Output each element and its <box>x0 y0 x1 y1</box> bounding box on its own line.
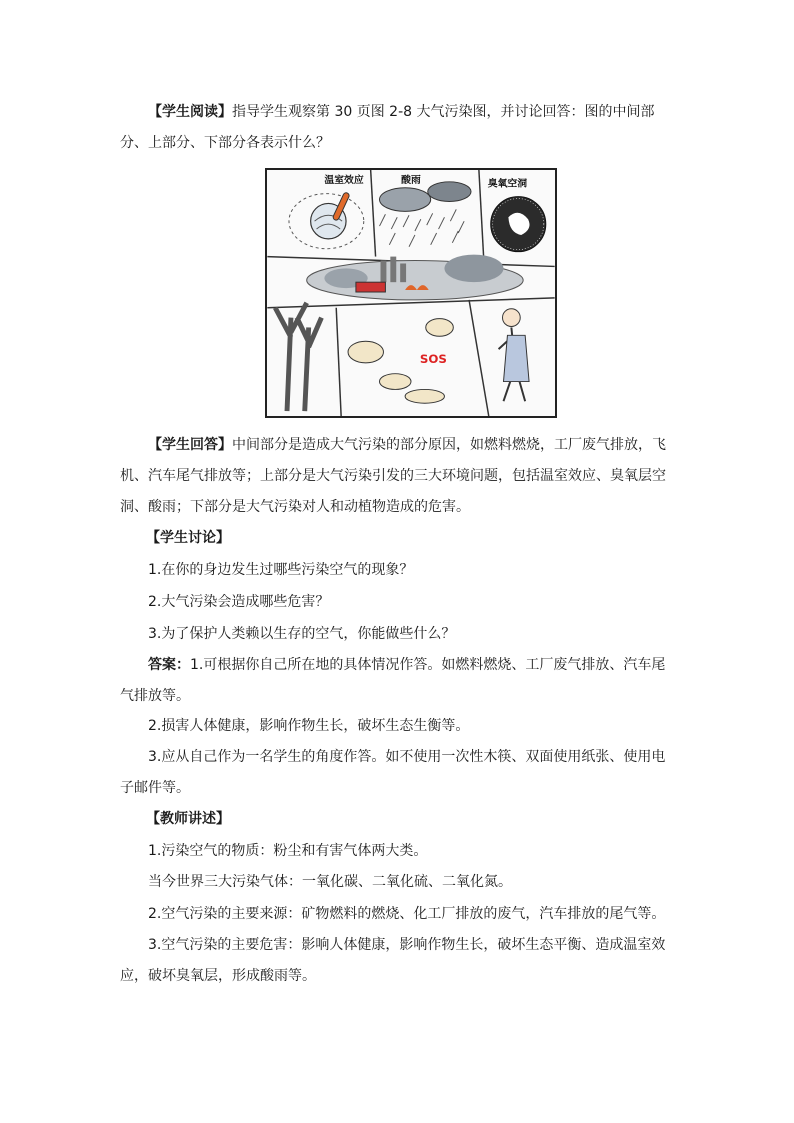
answer-paragraph <box>120 430 676 523</box>
discussion-question: 3.为了保护人类赖以生存的空气，你能做些什么？ <box>148 626 456 642</box>
intro-paragraph <box>120 97 676 159</box>
panel-divider <box>371 170 376 257</box>
dead-trees-icon <box>275 303 321 411</box>
teacher-line: 当今世界三大污染气体：一氧化碳、二氧化硫、二氧化氮。 <box>148 874 512 890</box>
discussion-answer-3: 3.应从自己作为一名学生的角度作答。如不使用一次性木筷、双面使用纸张、使用电子邮件等。 <box>120 749 666 796</box>
label-acid-rain: 酸雨 <box>401 174 421 186</box>
air-pollution-figure <box>265 168 557 418</box>
teacher-line: 3.空气污染的主要危害：影响人体健康，影响作物生长，破坏生态平衡、造成温室效应，破坏臭氧层，形成酸雨等。 <box>120 937 666 984</box>
discussion-heading: 【学生讨论】 <box>146 530 230 546</box>
discussion-answer-2: 2.损害人体健康，影响作物生长，破坏生态生衡等。 <box>148 718 470 734</box>
panel-divider <box>479 170 484 261</box>
panel-divider <box>469 300 489 416</box>
pollution-sources-icon <box>307 255 523 300</box>
acid-rain-icon <box>380 182 472 247</box>
teacher-line: 1.污染空气的物质：粉尘和有害气体两大类。 <box>148 843 428 859</box>
label-greenhouse: 温室效应 <box>324 174 364 186</box>
teacher-heading: 【教师讲述】 <box>146 811 230 827</box>
air-pollution-illustration <box>267 170 555 416</box>
intro-label: 【学生阅读】 <box>148 104 232 120</box>
discussion-question: 2.大气污染会造成哪些危害？ <box>148 594 330 610</box>
discussion-answer-1: 答案：1.可根据你自己所在地的具体情况作答。如燃料燃烧、工厂废气排放、汽车尾气排放等。 <box>120 657 666 704</box>
label-sos: SOS <box>419 351 447 366</box>
answer-prefix: 答案： <box>148 657 190 673</box>
ozone-hole-icon <box>491 197 546 252</box>
coughing-person-icon <box>499 309 530 401</box>
answer-label: 【学生回答】 <box>148 437 232 453</box>
discussion-question: 1.在你的身边发生过哪些污染空气的现象？ <box>148 562 414 578</box>
answer-text: 中间部分是造成大气污染的部分原因，如燃料燃烧，工厂废气排放，飞机、汽车尾气排放等；上部分是大气污染引发的三大环境问题，包括温室效应、臭氧层空洞、酸雨；下部分是大气污染对人和动植物造成的危害。 <box>120 437 666 515</box>
teacher-line: 2.空气污染的主要来源：矿物燃料的燃烧、化工厂排放的废气，汽车排放的尾气等。 <box>148 906 666 922</box>
greenhouse-globe-icon <box>289 192 364 249</box>
panel-divider <box>336 308 341 416</box>
intro-text: 指导学生观察第 30 页图 2-8 大气污染图，并讨论回答：图的中间部分、上部分、下部分各表示什么？ <box>120 104 655 151</box>
label-ozone-hole: 臭氧空洞 <box>487 178 528 190</box>
